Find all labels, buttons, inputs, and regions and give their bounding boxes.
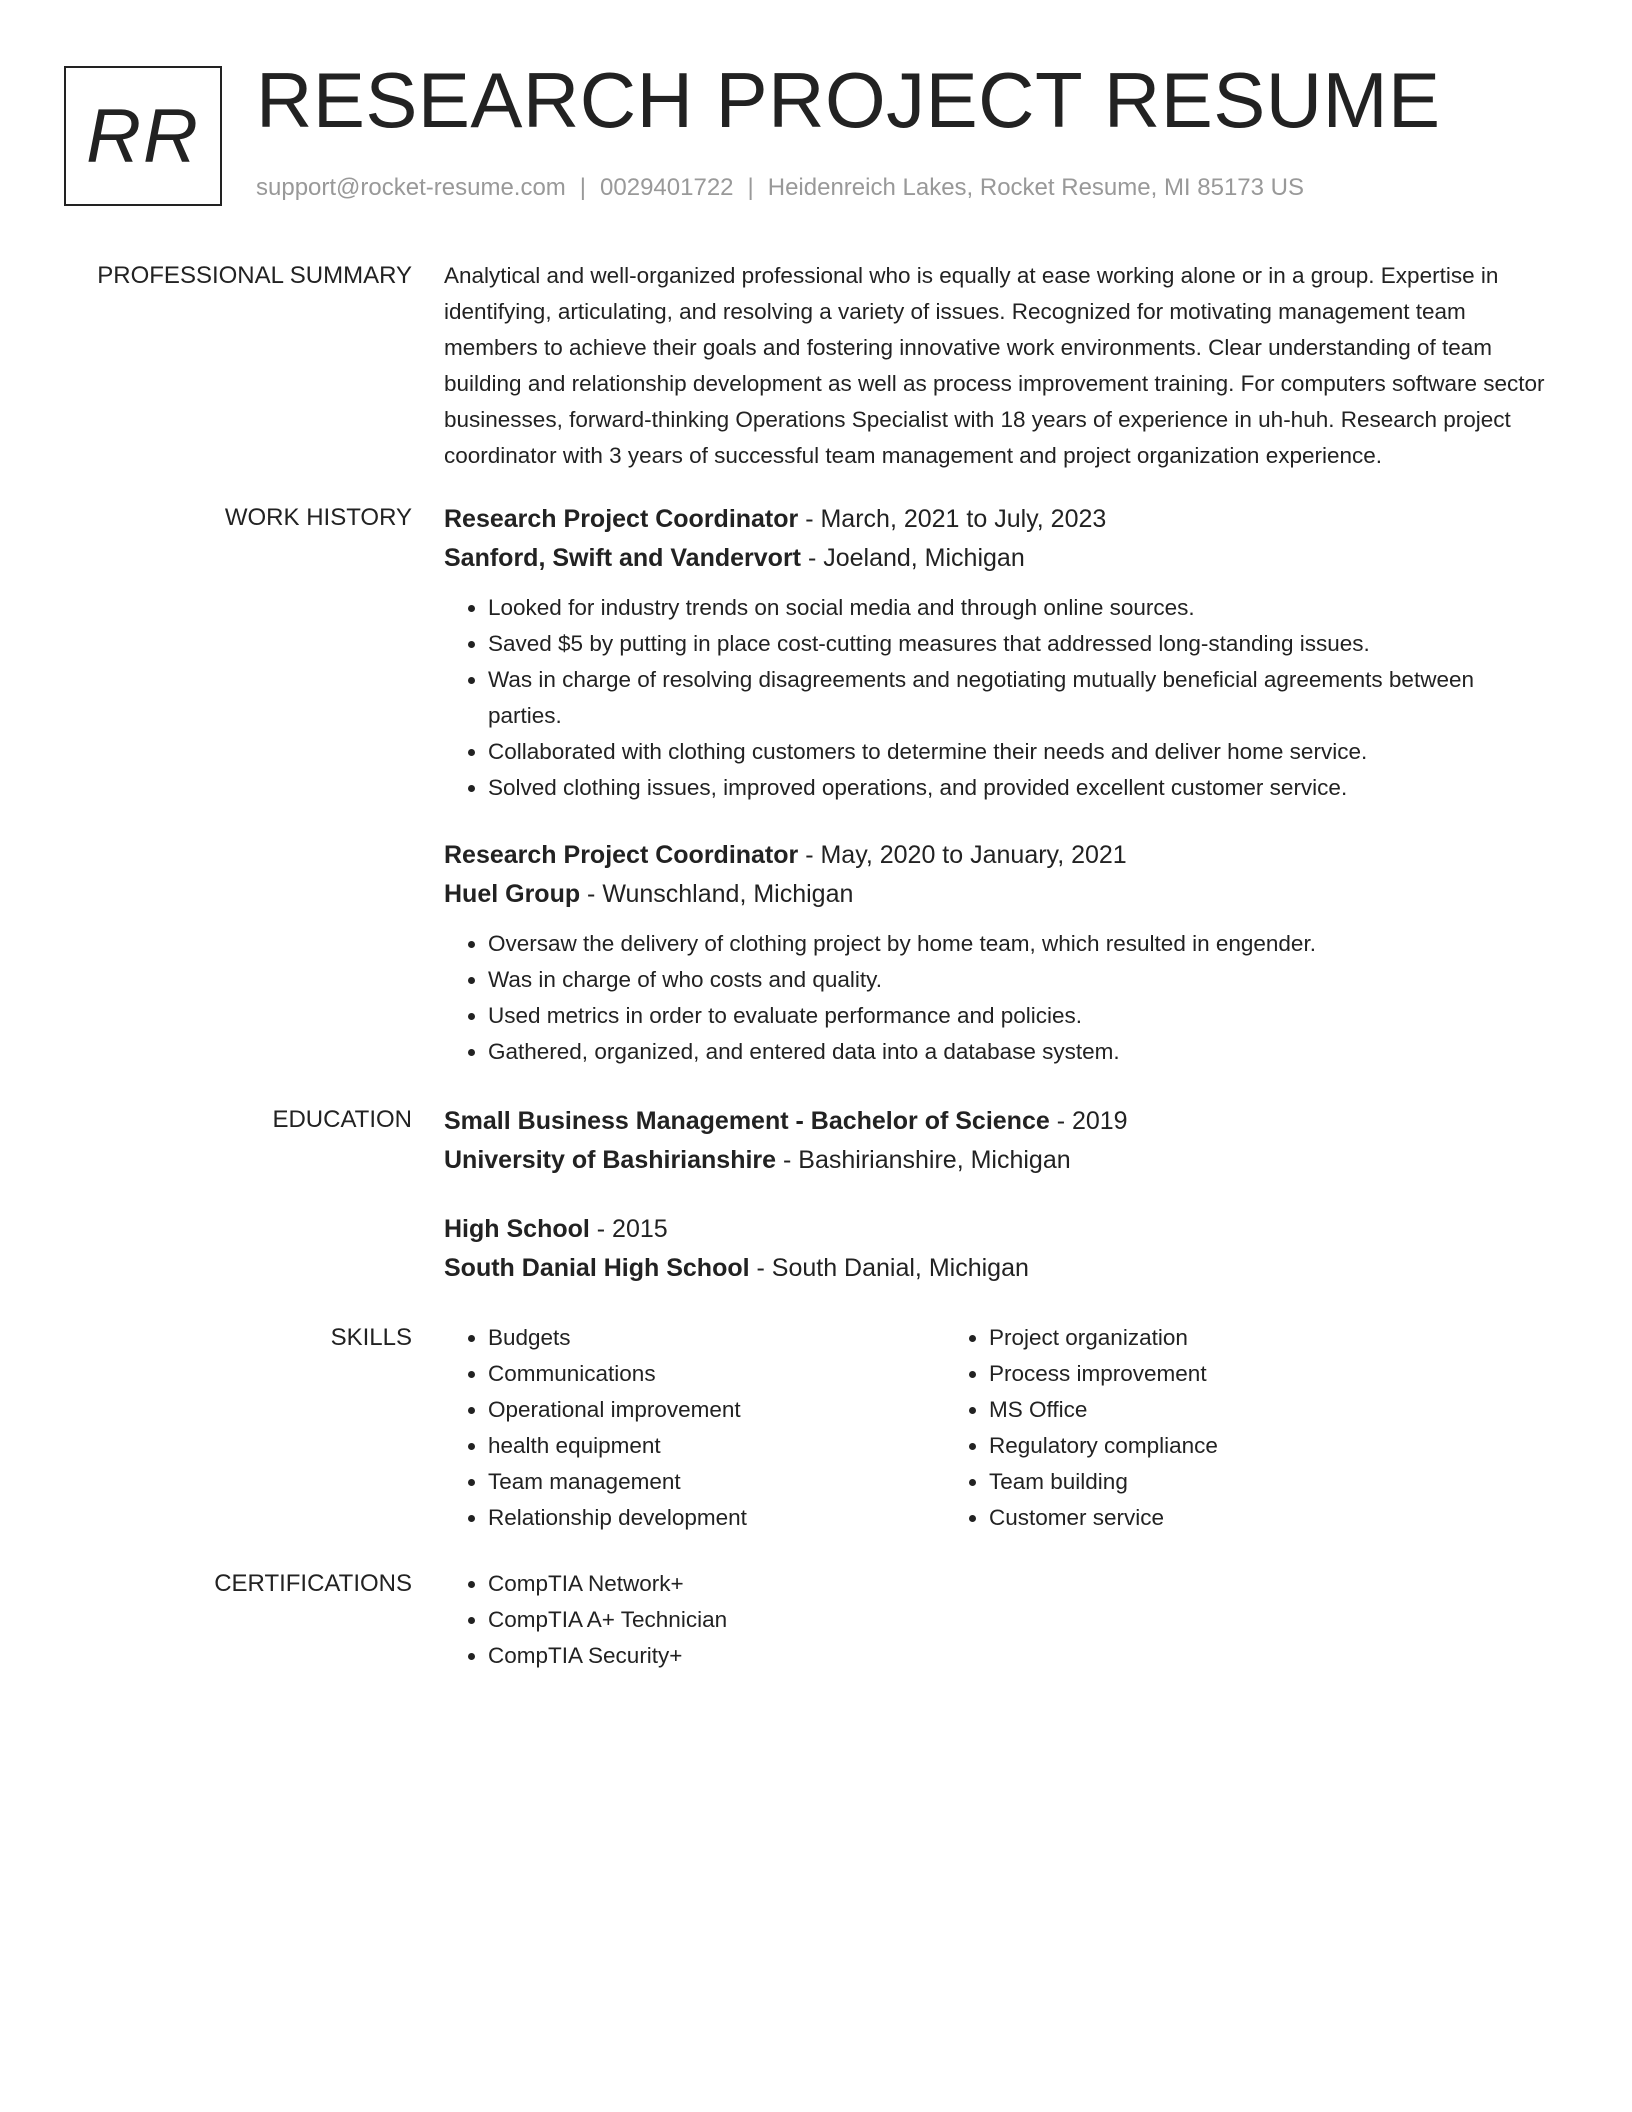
- list-item: • Team management: [488, 1464, 945, 1500]
- job-dates: - March, 2021 to July, 2023: [798, 505, 1107, 533]
- list-item: • CompTIA Security+: [488, 1638, 1554, 1674]
- job-dates: - May, 2020 to January, 2021: [798, 841, 1127, 869]
- section-label-education: EDUCATION: [272, 1106, 412, 1133]
- list-item: • Process improvement: [989, 1356, 1446, 1392]
- job-company: Sanford, Swift and Vandervort: [444, 544, 801, 572]
- education-entry: [444, 1102, 1554, 1180]
- list-item: • Communications: [488, 1356, 945, 1392]
- section-skills: [0, 1320, 1632, 1536]
- education-degree: Small Business Management - Bachelor of Science: [444, 1107, 1050, 1135]
- list-item: • Budgets: [488, 1320, 945, 1356]
- list-item: • Was in charge of resolving disagreements and negotiating mutually beneficial agreements between parties.: [488, 662, 1554, 734]
- education-school: University of Bashirianshire: [444, 1146, 777, 1174]
- contact-separator: |: [579, 174, 587, 201]
- section-summary: [0, 258, 1632, 474]
- job-title-line: [444, 500, 1554, 539]
- section-label-skills: SKILLS: [330, 1324, 412, 1351]
- contact-phone: 0029401722: [600, 174, 734, 201]
- education-degree-line: [444, 1210, 1554, 1249]
- list-item: • Team building: [989, 1464, 1446, 1500]
- list-item: • CompTIA Network+: [488, 1566, 1554, 1602]
- contact-email[interactable]: support@rocket-resume.com: [256, 174, 566, 201]
- job-bullets: [444, 926, 1554, 1070]
- job-company-line: [444, 539, 1554, 578]
- job-title: Research Project Coordinator: [444, 505, 799, 533]
- job-title: Research Project Coordinator: [444, 841, 799, 869]
- education-school-line: [444, 1249, 1554, 1288]
- skills-list-right: [945, 1320, 1446, 1536]
- job-bullets: [444, 590, 1554, 806]
- list-item: • Customer service: [989, 1500, 1446, 1536]
- contact-line: [256, 174, 1304, 202]
- list-item: • CompTIA A+ Technician: [488, 1602, 1554, 1638]
- list-item: • Saved $5 by putting in place cost-cutting measures that addressed long-standing issues.: [488, 626, 1554, 662]
- education-entry: [444, 1210, 1554, 1288]
- job-entry: [444, 836, 1554, 1070]
- job-company: Huel Group: [444, 880, 581, 908]
- summary-text: Analytical and well-organized professional who is equally at ease working alone or in a group. Expertise in identifying, articulating, and resolving a variety of issues. Recognized for motivating management team members to achieve their goals and fostering innovative work environments. Clear understanding of team building and relationship development as well as process improvement training. For computers software sector businesses, forward-thinking Operations Specialist with 18 years of experience in uh-huh. Research project coordinator with 3 years of successful team management and project organization experience.: [444, 263, 1545, 468]
- job-company-line: [444, 875, 1554, 914]
- list-item: • Regulatory compliance: [989, 1428, 1446, 1464]
- skills-list-left: [444, 1320, 945, 1536]
- list-item: • Operational improvement: [488, 1392, 945, 1428]
- monogram-logo: RR: [64, 66, 222, 206]
- list-item: • Relationship development: [488, 1500, 945, 1536]
- list-item: • health equipment: [488, 1428, 945, 1464]
- list-item: • Used metrics in order to evaluate performance and policies.: [488, 998, 1554, 1034]
- certifications-body: [444, 1566, 1554, 1674]
- education-year: - 2019: [1049, 1107, 1128, 1135]
- education-location: - South Danial, Michigan: [749, 1254, 1029, 1282]
- list-item: • Collaborated with clothing customers to determine their needs and deliver home service.: [488, 734, 1554, 770]
- section-label-work: WORK HISTORY: [224, 504, 412, 531]
- list-item: • Looked for industry trends on social media and through online sources.: [488, 590, 1554, 626]
- list-item: • Gathered, organized, and entered data into a database system.: [488, 1034, 1554, 1070]
- skills-columns: [444, 1320, 1554, 1536]
- education-year: - 2015: [589, 1215, 668, 1243]
- certifications-list: [444, 1566, 1554, 1674]
- job-location: - Joeland, Michigan: [801, 544, 1025, 572]
- contact-address: Heidenreich Lakes, Rocket Resume, MI 85173 US: [767, 174, 1305, 201]
- section-label-summary: PROFESSIONAL SUMMARY: [97, 262, 412, 289]
- resume-content: [0, 258, 1632, 1700]
- job-location: - Wunschland, Michigan: [580, 880, 854, 908]
- list-item: • Solved clothing issues, improved operations, and provided excellent customer service.: [488, 770, 1554, 806]
- education-school-line: [444, 1141, 1554, 1180]
- education-location: - Bashirianshire, Michigan: [776, 1146, 1071, 1174]
- list-item: • Oversaw the delivery of clothing project by home team, which resulted in engender.: [488, 926, 1554, 962]
- education-degree-line: [444, 1102, 1554, 1141]
- list-item: • MS Office: [989, 1392, 1446, 1428]
- resume-title: RESEARCH PROJECT RESUME: [256, 56, 1441, 144]
- section-work-history: [0, 500, 1632, 1070]
- section-education: [0, 1102, 1632, 1288]
- education-school: South Danial High School: [444, 1254, 750, 1282]
- list-item: • Was in charge of who costs and quality.: [488, 962, 1554, 998]
- contact-separator: |: [747, 174, 754, 201]
- list-item: • Project organization: [989, 1320, 1446, 1356]
- section-label-certifications: CERTIFICATIONS: [214, 1570, 412, 1597]
- job-title-line: [444, 836, 1554, 875]
- job-entry: [444, 500, 1554, 806]
- section-certifications: [0, 1566, 1632, 1674]
- education-degree: High School: [444, 1215, 590, 1243]
